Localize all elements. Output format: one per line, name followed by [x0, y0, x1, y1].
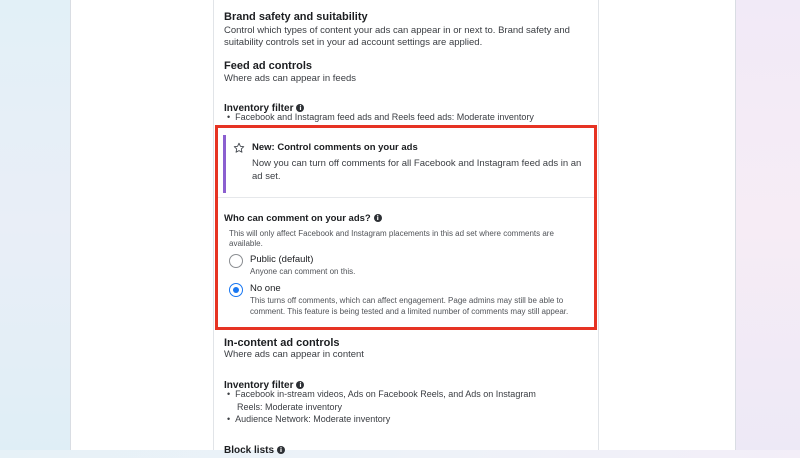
brand-safety-title: Brand safety and suitability [224, 11, 368, 23]
option-no-one-label[interactable]: No one [250, 283, 281, 294]
divider [218, 197, 594, 198]
feed-controls-desc: Where ads can appear in feeds [224, 73, 357, 84]
info-icon[interactable]: i [296, 104, 304, 112]
comment-question-text: Who can comment on your ads? [224, 213, 371, 224]
block-lists-title: Block lists [224, 445, 275, 456]
in-content-item-1-cont: Reels: Moderate inventory [237, 402, 343, 412]
background-left [0, 0, 80, 450]
radio-no-one[interactable] [229, 283, 243, 297]
brand-safety-desc-1: Control which types of content your ads can appear in or next to. Brand safety and [224, 25, 570, 36]
comment-note-2: available. [229, 239, 263, 248]
in-content-item-2-text: Audience Network: Moderate inventory [235, 414, 391, 424]
block-lists-heading [224, 440, 285, 458]
option-no-one-sublabel-2: comment. This feature is being tested and a limited number of comments may still appear. [250, 307, 569, 316]
option-no-one-sublabel-1: This turns off comments, which can affect engagement. Page admins may still be able to [250, 296, 564, 305]
notice-title: New: Control comments on your ads [252, 142, 418, 153]
star-outline-icon [233, 142, 245, 154]
comment-note-1: This will only affect Facebook and Instagram placements in this ad set where comments are [229, 229, 554, 238]
in-content-inventory-title: Inventory filter [224, 380, 294, 391]
in-content-title: In-content ad controls [224, 337, 340, 349]
notice-body-1: Now you can turn off comments for all Facebook and Instagram feed ads in an [252, 158, 582, 169]
comments-notice [223, 135, 591, 193]
feed-inventory-item [227, 111, 534, 124]
info-icon[interactable]: i [374, 214, 382, 222]
in-content-item-1-text: Facebook in-stream videos, Ads on Facebook Reels, and Ads on Instagram [235, 389, 536, 399]
brand-safety-desc-2: suitability controls set in your ad account settings are applied. [224, 37, 483, 48]
background-right [735, 0, 800, 450]
feed-inventory-title: Inventory filter [224, 103, 294, 114]
feed-inventory-item-text: Facebook and Instagram feed ads and Reels feed ads: Moderate inventory [235, 112, 534, 122]
info-icon[interactable]: i [296, 381, 304, 389]
bullet-dot: • [227, 112, 236, 122]
option-public-label[interactable]: Public (default) [250, 254, 314, 265]
in-content-desc: Where ads can appear in content [224, 349, 364, 360]
in-content-item-1 [227, 388, 536, 401]
option-public-sublabel: Anyone can comment on this. [250, 267, 356, 276]
bullet-dot: • [227, 389, 236, 399]
info-icon[interactable]: i [277, 446, 285, 454]
notice-body-2: ad set. [252, 171, 281, 182]
feed-controls-title: Feed ad controls [224, 60, 313, 72]
bullet-dot: • [227, 414, 236, 424]
in-content-item-2 [227, 413, 390, 426]
radio-public[interactable] [229, 254, 243, 268]
comment-question [224, 208, 382, 226]
